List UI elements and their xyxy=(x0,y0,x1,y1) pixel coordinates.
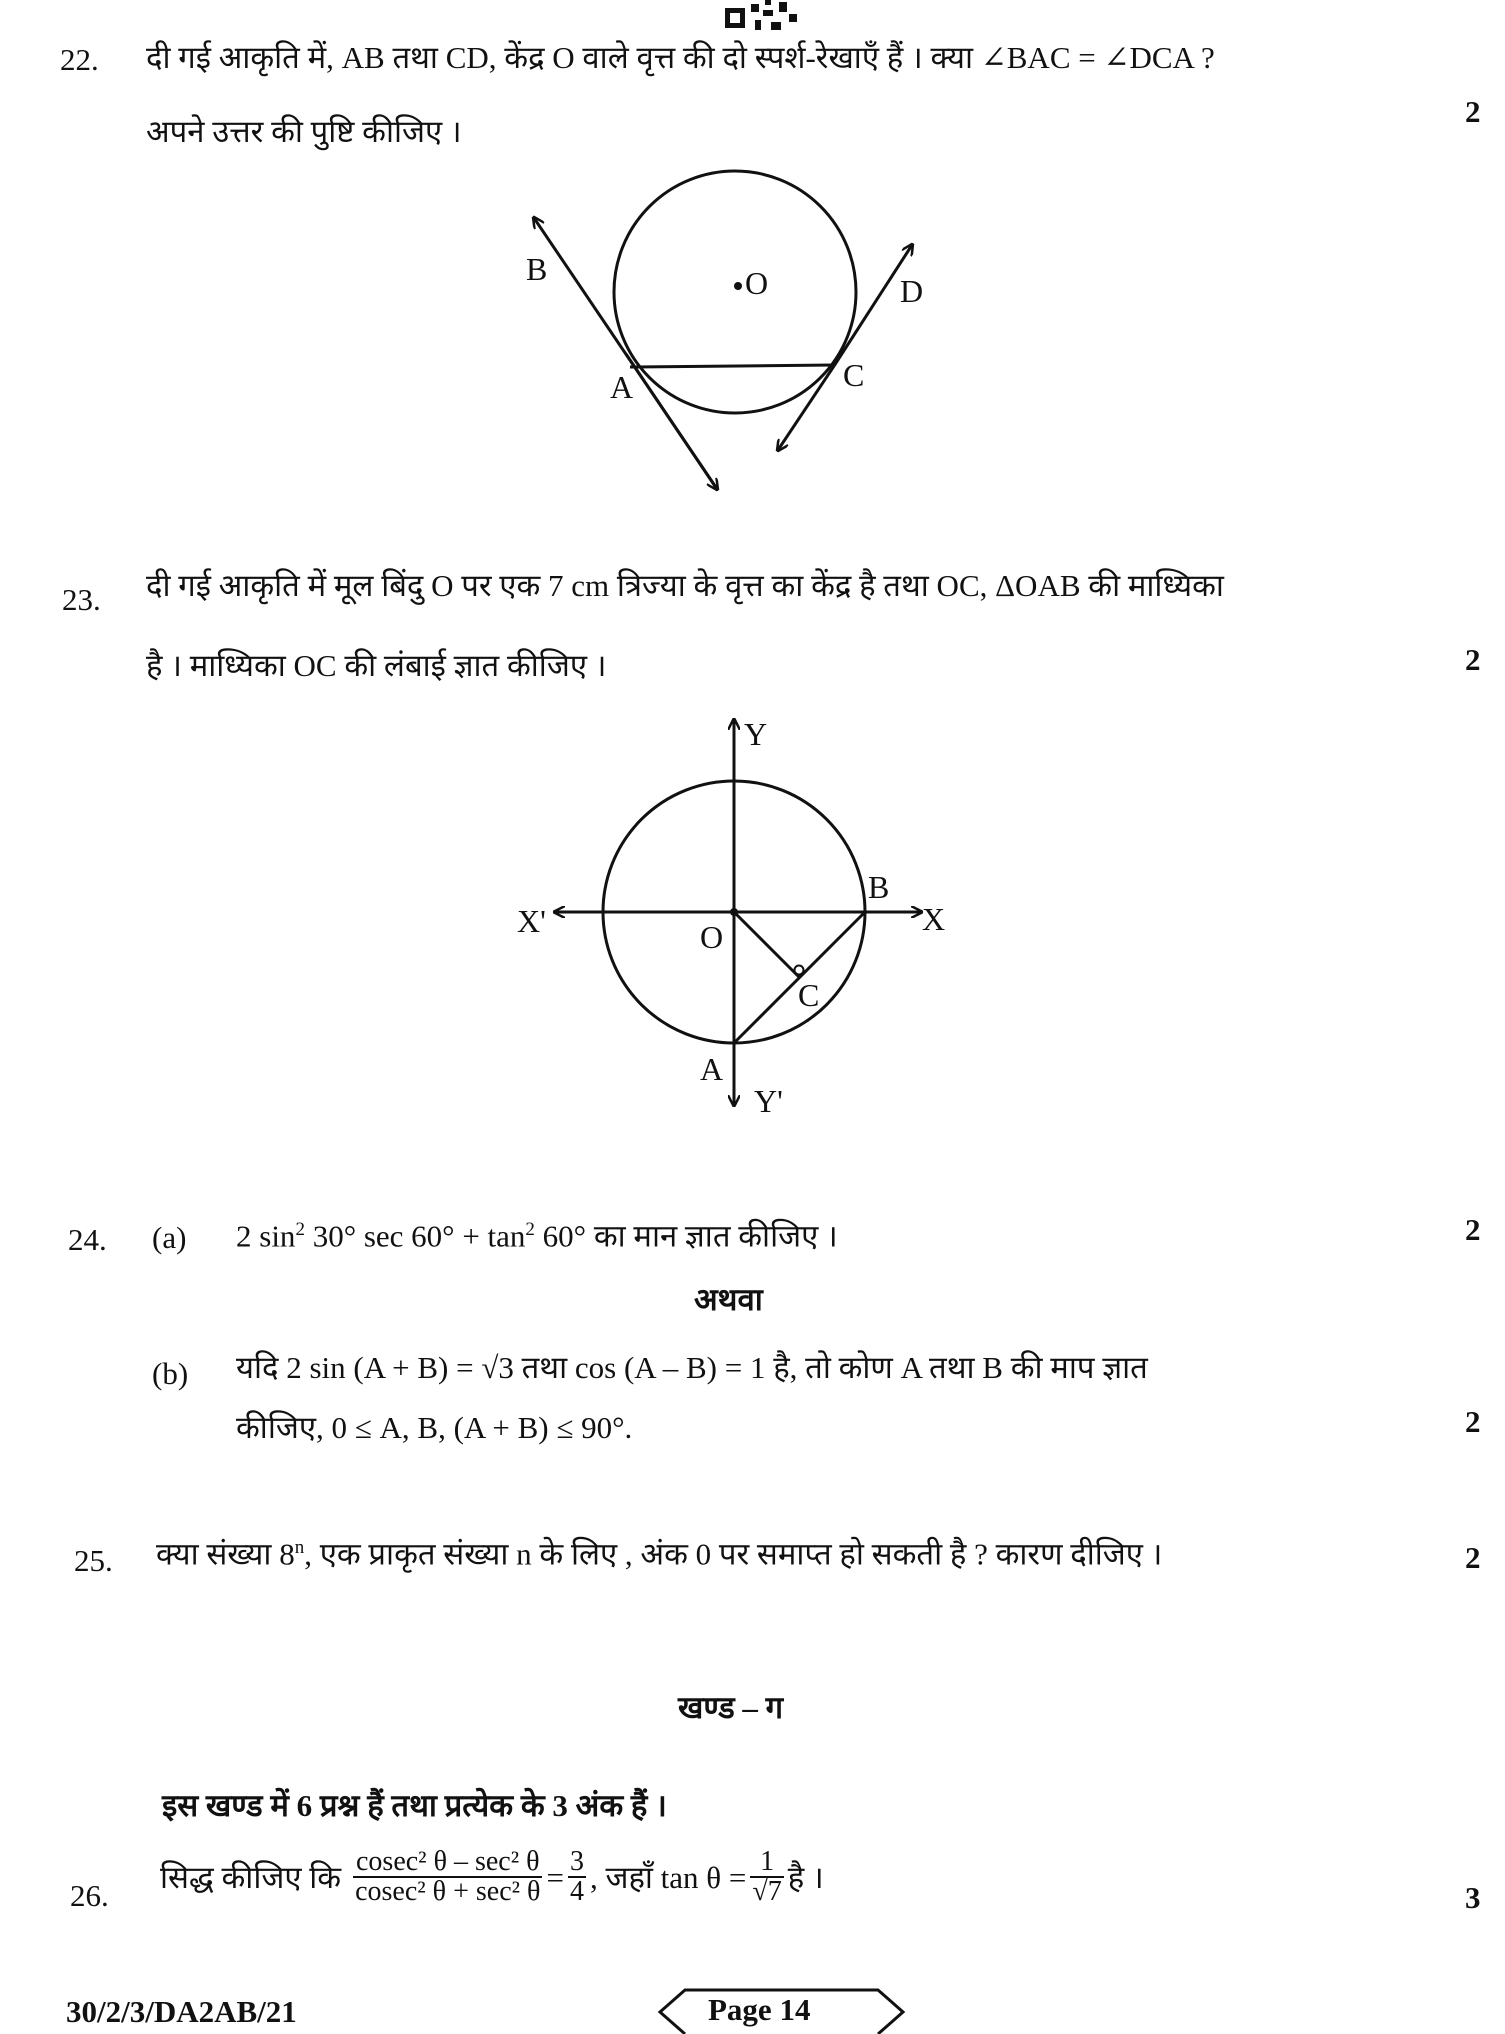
question-24a-label: (a) xyxy=(152,1220,187,1255)
exp: n xyxy=(294,1537,305,1558)
label-x-prime: X' xyxy=(517,903,546,939)
question-22-text-line2: अपने उत्तर की पुष्टि कीजिए । xyxy=(146,114,462,149)
median-oc xyxy=(734,912,799,977)
question-23-marks: 2 xyxy=(1465,642,1481,677)
origin-point xyxy=(730,908,738,916)
label-b: B xyxy=(868,869,890,905)
question-22-text: दी गई आकृति में, AB तथा CD, केंद्र O वाले वृत्त की दो स्पर्श-रेखाएँ हैं । क्या ∠BAC = ∠DCA ? xyxy=(146,40,1215,75)
question-23-text: दी गई आकृति में मूल बिंदु O पर एक 7 cm त्रिज्या के वृत्त का केंद्र है तथा OC, ΔOAB की माध्यिका xyxy=(146,568,1224,603)
or-label: अथवा xyxy=(694,1282,763,1317)
right-angle-marker xyxy=(795,966,804,975)
tangent-cd-end xyxy=(778,366,834,450)
chord-ac xyxy=(630,365,834,367)
numerator: 3 xyxy=(569,1846,584,1877)
exp: 2 xyxy=(295,1219,305,1240)
label-o: O xyxy=(745,265,769,301)
label-o: O xyxy=(700,919,724,955)
label-d: D xyxy=(900,273,924,309)
question-25-number: 25. xyxy=(74,1543,113,1578)
label-c: C xyxy=(798,977,820,1013)
question-24b-text-line2: कीजिए, 0 ≤ A, B, (A + B) ≤ 90°. xyxy=(236,1410,633,1445)
center-point xyxy=(734,282,742,290)
label-b: B xyxy=(526,251,548,287)
numerator: 1 xyxy=(750,1848,783,1878)
coordinate-circle-figure xyxy=(517,716,945,1119)
text-pre: सिद्ध कीजिए कि xyxy=(160,1859,342,1895)
label-x: X xyxy=(922,901,946,937)
question-25-text xyxy=(156,1536,1163,1572)
label-a: A xyxy=(700,1051,724,1087)
question-24a-text xyxy=(236,1218,838,1254)
equals: = xyxy=(546,1859,564,1895)
text-post: , एक प्राकृत संख्या n के लिए , अंक 0 पर समाप्त हो सकती है ? कारण दीजिए । xyxy=(304,1536,1163,1572)
label-a: A xyxy=(610,369,634,405)
circle xyxy=(614,171,856,413)
question-24-number: 24. xyxy=(68,1222,107,1257)
text-pre: क्या संख्या 8 xyxy=(156,1536,295,1572)
expr-mid: 30° sec 60° + tan xyxy=(304,1218,526,1254)
section-instruction: इस खण्ड में 6 प्रश्न हैं तथा प्रत्येक के 3 अंक हैं । xyxy=(162,1788,667,1823)
question-25-marks: 2 xyxy=(1465,1540,1481,1575)
question-23-number: 23. xyxy=(62,582,101,617)
denominator: √7 xyxy=(752,1876,782,1907)
expr-pre: 2 sin xyxy=(236,1218,296,1254)
exp: 2 xyxy=(525,1219,535,1240)
question-23-text-line2: है । माध्यिका OC की लंबाई ज्ञात कीजिए । xyxy=(146,648,607,683)
question-22-number: 22. xyxy=(60,42,99,77)
question-26-text xyxy=(160,1848,824,1906)
text-post: है । xyxy=(787,1859,824,1895)
paper-code: 30/2/3/DA2AB/21 xyxy=(66,1994,297,2029)
expr-post: 60° का मान ज्ञात कीजिए । xyxy=(534,1218,838,1254)
tangent-ab-end xyxy=(626,354,717,489)
label-y-prime: Y' xyxy=(754,1083,783,1119)
label-c: C xyxy=(843,357,865,393)
question-26-number: 26. xyxy=(70,1878,109,1913)
text-mid: , जहाँ tan θ = xyxy=(589,1859,747,1895)
denominator: 4 xyxy=(569,1876,584,1907)
fraction xyxy=(568,1848,586,1906)
question-24b-label: (b) xyxy=(152,1356,189,1391)
question-24a-marks: 2 xyxy=(1465,1212,1481,1247)
label-y: Y xyxy=(744,716,768,752)
page-number: Page 14 xyxy=(708,1992,811,2027)
tangent-figure xyxy=(526,171,923,489)
denominator: cosec² θ + sec² θ xyxy=(355,1876,541,1907)
fraction xyxy=(750,1848,783,1906)
fraction xyxy=(353,1848,542,1906)
numerator: cosec² θ – sec² θ xyxy=(353,1848,542,1878)
section-title: खण्ड – ग xyxy=(678,1690,784,1725)
question-22-marks: 2 xyxy=(1465,94,1481,129)
question-26-marks: 3 xyxy=(1465,1880,1481,1915)
question-24b-text: यदि 2 sin (A + B) = √3 तथा cos (A – B) = 1 है, तो कोण A तथा B की माप ज्ञात xyxy=(236,1350,1148,1385)
question-24b-marks: 2 xyxy=(1465,1404,1481,1439)
